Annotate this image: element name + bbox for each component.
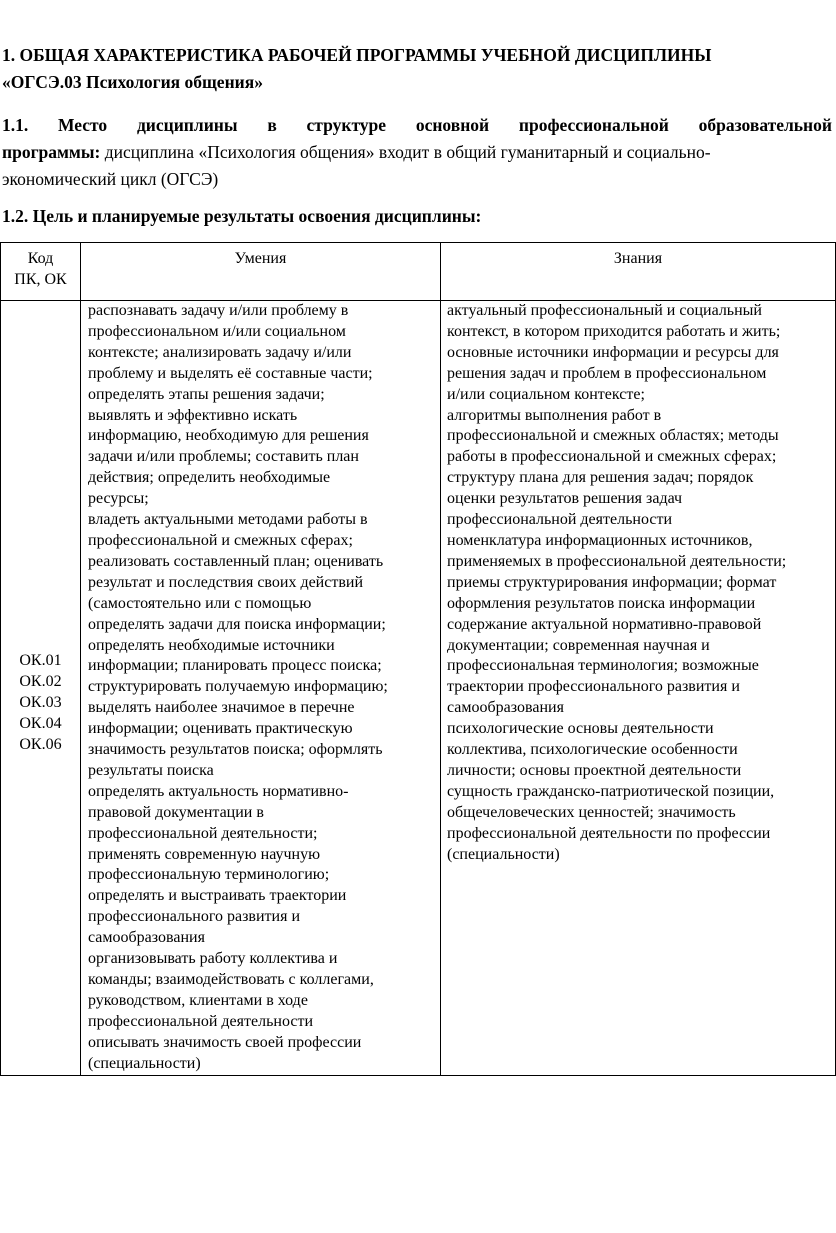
skills-line: профессиональной деятельности xyxy=(88,1012,313,1030)
knowledge-line: алгоритмы выполнения работ в xyxy=(447,406,662,424)
knowledge-list xyxy=(447,301,835,865)
skills-line: самообразования xyxy=(88,929,205,947)
knowledge-line: решения задач и проблем в профессиональном xyxy=(447,364,767,382)
title-word: основной xyxy=(415,115,490,135)
title-word: дисциплины xyxy=(136,115,238,135)
title-word: Место xyxy=(58,115,108,135)
knowledge-line: психологические основы деятельности xyxy=(447,720,714,738)
skills-line: значимость результатов поиска; оформлять xyxy=(88,741,383,759)
skills-line: профессиональную терминологию; xyxy=(88,866,330,884)
knowledge-line: общечеловеческих ценностей; значимость xyxy=(447,803,736,821)
competencies-table xyxy=(0,242,836,1076)
skills-cell xyxy=(81,301,441,1076)
skills-line: организовывать работу коллектива и xyxy=(88,950,338,968)
knowledge-line: актуальный профессиональный и социальный xyxy=(447,302,762,319)
heading-line-2: «ОГСЭ.03 Психология общения» xyxy=(2,72,263,92)
knowledge-line: номенклатура информационных источников, xyxy=(447,531,753,549)
knowledge-line: и/или социальном контексте; xyxy=(447,385,645,403)
skills-line: профессионального развития и xyxy=(88,908,301,926)
knowledge-line: личности; основы проектной деятельности xyxy=(447,761,742,779)
skills-line: руководством, клиентами в ходе xyxy=(88,991,308,1009)
header-skills: Умения xyxy=(81,243,441,301)
skills-line: определять необходимые источники xyxy=(88,636,335,654)
skills-line: определять и выстраивать траектории xyxy=(88,887,347,905)
competency-code: ОК.06 xyxy=(19,735,62,753)
knowledge-line: содержание актуальной нормативно-правовой xyxy=(447,615,762,633)
knowledge-line: применяемых в профессиональной деятельности; xyxy=(447,552,787,570)
knowledge-line: коллектива, психологические особенности xyxy=(447,741,738,759)
knowledge-cell xyxy=(441,301,836,1076)
knowledge-line: оформления результатов поиска информации xyxy=(447,594,756,612)
codes-list xyxy=(1,651,80,756)
section-1-1-bold-start: программы: xyxy=(2,142,101,162)
skills-line: выявлять и эффективно искать xyxy=(88,406,298,424)
skills-line: проблему и выделять её составные части; xyxy=(88,364,373,382)
skills-line: информацию, необходимую для решения xyxy=(88,427,369,445)
skills-line: действия; определить необходимые xyxy=(88,469,331,487)
title-word: образовательной xyxy=(698,115,832,135)
header-knowledge: Знания xyxy=(441,243,836,301)
skills-line: (самостоятельно или с помощью xyxy=(88,594,312,612)
title-word: в xyxy=(267,115,277,135)
skills-line: ресурсы; xyxy=(88,490,149,508)
skills-line: выделять наиболее значимое в перечне xyxy=(88,699,355,717)
competency-code: ОК.02 xyxy=(19,673,62,691)
document-heading xyxy=(2,42,832,96)
knowledge-line: сущность гражданско-патриотической позиции, xyxy=(447,782,775,800)
skills-line: профессиональном и/или социальном xyxy=(88,322,346,340)
skills-line: структурировать получаемую информацию; xyxy=(88,678,388,696)
skills-line: (специальности) xyxy=(88,1054,201,1072)
skills-line: команды; взаимодействовать с коллегами, xyxy=(88,971,374,988)
knowledge-line: работы в профессиональной и смежных сферах; xyxy=(447,448,777,466)
skills-line: распознавать задачу и/или проблему в xyxy=(88,302,349,319)
heading-line-1: 1. ОБЩАЯ ХАРАКТЕРИСТИКА РАБОЧЕЙ ПРОГРАММЫ УЧЕБНОЙ ДИСЦИПЛИНЫ xyxy=(2,45,712,65)
knowledge-line: контекст, в котором приходится работать и жить; xyxy=(447,322,781,340)
knowledge-line: основные источники информации и ресурсы для xyxy=(447,343,779,361)
title-word: 1.1. xyxy=(2,115,29,135)
skills-list xyxy=(88,301,434,1075)
skills-line: профессиональной и смежных сферах; xyxy=(88,531,353,549)
skills-line: описывать значимость своей профессии xyxy=(88,1033,362,1051)
skills-line: задачи и/или проблемы; составить план xyxy=(88,448,359,466)
knowledge-line: приемы структурирования информации; формат xyxy=(447,573,777,591)
skills-line: результаты поиска xyxy=(88,761,214,779)
knowledge-line: структуру плана для решения задач; порядок xyxy=(447,469,754,487)
skills-line: профессиональной деятельности; xyxy=(88,824,318,842)
skills-line: информации; планировать процесс поиска; xyxy=(88,657,382,675)
competency-code: ОК.04 xyxy=(19,714,62,732)
knowledge-line: (специальности) xyxy=(447,845,560,863)
skills-line: контексте; анализировать задачу и/или xyxy=(88,343,352,361)
header-code xyxy=(1,243,81,301)
title-word: структуре xyxy=(306,115,387,135)
section-1-1-line-2 xyxy=(2,139,832,166)
knowledge-line: самообразования xyxy=(447,699,564,717)
skills-line: информации; оценивать практическую xyxy=(88,720,353,738)
skills-line: определять этапы решения задачи; xyxy=(88,385,325,403)
skills-line: результат и последствия своих действий xyxy=(88,573,364,591)
competency-code: ОК.01 xyxy=(19,652,62,670)
table-row xyxy=(1,301,836,1076)
header-code-line: ПК, ОК xyxy=(14,270,67,288)
header-code-line: Код xyxy=(27,250,54,267)
section-1-1-line-3: экономический цикл (ОГСЭ) xyxy=(2,169,219,189)
skills-line: применять современную научную xyxy=(88,845,321,863)
knowledge-line: оценки результатов решения задач xyxy=(447,490,683,508)
section-1-2-title: 1.2. Цель и планируемые результаты освоения дисциплины: xyxy=(2,206,482,226)
skills-line: определять актуальность нормативно- xyxy=(88,782,349,800)
knowledge-line: документации; современная научная и xyxy=(447,636,710,654)
knowledge-line: траектории профессионального развития и xyxy=(447,678,740,696)
skills-line: определять задачи для поиска информации; xyxy=(88,615,386,633)
knowledge-line: профессиональная терминология; возможные xyxy=(447,657,759,675)
knowledge-line: профессиональной деятельности по профессии xyxy=(447,824,771,842)
table-header-row xyxy=(1,243,836,301)
skills-line: владеть актуальными методами работы в xyxy=(88,511,368,529)
competency-code: ОК.03 xyxy=(19,694,62,712)
skills-line: реализовать составленный план; оценивать xyxy=(88,552,384,570)
section-1-1 xyxy=(2,112,832,193)
section-1-1-title-line xyxy=(2,112,832,139)
section-1-1-text: дисциплина «Психология общения» входит в общий гуманитарный и социально- xyxy=(100,142,711,162)
codes-cell xyxy=(1,301,81,1076)
title-word: профессиональной xyxy=(518,115,669,135)
skills-line: правовой документации в xyxy=(88,803,264,821)
knowledge-line: профессиональной деятельности xyxy=(447,511,672,529)
knowledge-line: профессиональной и смежных областях; методы xyxy=(447,427,779,445)
